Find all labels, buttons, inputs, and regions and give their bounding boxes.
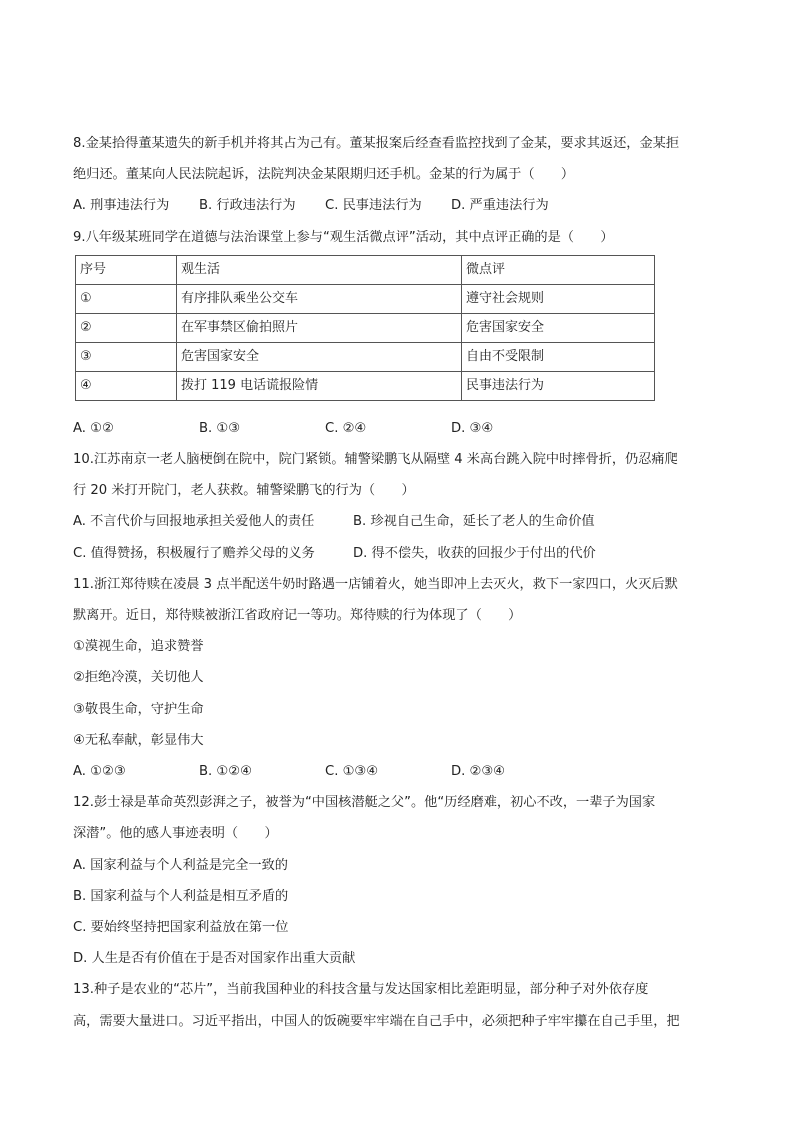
table-cell: 危害国家安全	[462, 313, 655, 342]
q11-option-a[interactable]: A. ①②③	[73, 764, 126, 780]
q11-option-d[interactable]: D. ②③④	[451, 764, 506, 780]
q10-option-c[interactable]: C. 值得赞扬，积极履行了赡养父母的义务	[73, 545, 315, 561]
q10-option-a[interactable]: A. 不言代价与回报地承担关爱他人的责任	[73, 514, 315, 530]
q11-options	[73, 756, 723, 787]
table-cell: 拨打 119 电话谎报险情	[177, 371, 462, 400]
q8-option-c[interactable]: C. 民事违法行为	[325, 198, 422, 214]
q10-stem-line1: 10.江苏南京一老人脑梗倒在院中，院门紧锁。辅警梁鹏飞从隔壁 4 米高台跳入院中时摔骨折，仍忍痛爬	[73, 452, 678, 468]
q9-option-d[interactable]: D. ③④	[451, 420, 494, 436]
q11-option-c[interactable]: C. ①③④	[325, 764, 379, 780]
q11-item-1: ①漠视生命，追求赞誉	[73, 639, 204, 655]
q11-stem-line2: 默离开。近日，郑待赎被浙江省政府记一等功。郑待赎的行为体现了（ ）	[73, 608, 522, 624]
q10-option-d[interactable]: D. 得不偿失，收获的回报少于付出的代价	[353, 545, 596, 561]
table-row	[76, 371, 655, 400]
table-cell: ③	[76, 342, 177, 371]
q9-options	[73, 413, 723, 444]
table-row	[76, 284, 655, 313]
table-cell: ②	[76, 313, 177, 342]
q8-option-d[interactable]: D. 严重违法行为	[451, 198, 549, 214]
q9-option-c[interactable]: C. ②④	[325, 420, 367, 436]
q11-item-4: ④无私奉献，彰显伟大	[73, 732, 204, 748]
table-header-cell: 观生活	[177, 255, 462, 284]
q11-stem-line1: 11.浙江郑待赎在凌晨 3 点半配送牛奶时路遇一店铺着火，她当即冲上去灭火，救下一家四口，火灭后默	[73, 576, 678, 592]
spacer	[73, 401, 723, 413]
q10-stem-line2: 行 20 米打开院门，老人获救。辅警梁鹏飞的行为（ ）	[73, 483, 415, 499]
table-row	[76, 342, 655, 371]
table-row	[76, 313, 655, 342]
table-cell: 遵守社会规则	[462, 284, 655, 313]
q10-option-b[interactable]: B. 珍视自己生命，延长了老人的生命价值	[353, 514, 595, 530]
table-header-cell: 序号	[76, 255, 177, 284]
table-cell: 自由不受限制	[462, 342, 655, 371]
q9-table	[75, 255, 655, 401]
table-cell: 民事违法行为	[462, 371, 655, 400]
table-header-cell: 微点评	[462, 255, 655, 284]
q8-option-b[interactable]: B. 行政违法行为	[199, 198, 296, 214]
table-cell: ①	[76, 284, 177, 313]
q12-option-d[interactable]: D. 人生是否有价值在于是否对国家作出重大贡献	[73, 951, 356, 967]
q8-option-a[interactable]: A. 刑事违法行为	[73, 198, 170, 214]
q9-stem-line1: 9.八年级某班同学在道德与法治课堂上参与“观生活微点评”活动，其中点评正确的是（ ）	[73, 229, 614, 245]
exam-page	[73, 128, 723, 1037]
q12-option-b[interactable]: B. 国家利益与个人利益是相互矛盾的	[73, 888, 289, 904]
table-cell: 有序排队乘坐公交车	[177, 284, 462, 313]
table-cell: ④	[76, 371, 177, 400]
table-cell: 在军事禁区偷拍照片	[177, 313, 462, 342]
q11-option-b[interactable]: B. ①②④	[199, 764, 252, 780]
q12-option-a[interactable]: A. 国家利益与个人利益是完全一致的	[73, 857, 288, 873]
q9-option-b[interactable]: B. ①③	[199, 420, 241, 436]
q8-stem-line1: 8.金某拾得董某遗失的新手机并将其占为己有。董某报案后经查看监控找到了金某，要求其返还，金某拒	[73, 136, 680, 151]
q12-stem-line1: 12.彭士禄是革命英烈彭湃之子，被誉为“中国核潜艇之父”。他“历经磨难，初心不改，一辈子为国家	[73, 795, 656, 811]
q11-item-3: ③敬畏生命，守护生命	[73, 701, 204, 717]
q8-options	[73, 190, 723, 221]
q8-stem-line2: 绝归还。董某向人民法院起诉，法院判决金某限期归还手机。金某的行为属于（ ）	[73, 167, 575, 183]
q12-stem-line2: 深潜”。他的感人事迹表明（ ）	[73, 826, 278, 842]
q10-options-row2	[73, 538, 723, 569]
q12-option-c[interactable]: C. 要始终坚持把国家利益放在第一位	[73, 920, 289, 936]
q10-options-row1	[73, 506, 723, 537]
q13-stem-line2: 高，需要大量进口。习近平指出，中国人的饭碗要牢牢端在自己手中，必须把种子牢牢攥在自己手里，把	[73, 1013, 680, 1029]
q13-stem-line1: 13.种子是农业的“芯片”，当前我国种业的科技含量与发达国家相比差距明显，部分种子对外依存度	[73, 982, 649, 998]
q11-item-2: ②拒绝冷漠，关切他人	[73, 670, 204, 686]
table-header-row	[76, 255, 655, 284]
table-cell: 危害国家安全	[177, 342, 462, 371]
q9-option-a[interactable]: A. ①②	[73, 420, 114, 436]
